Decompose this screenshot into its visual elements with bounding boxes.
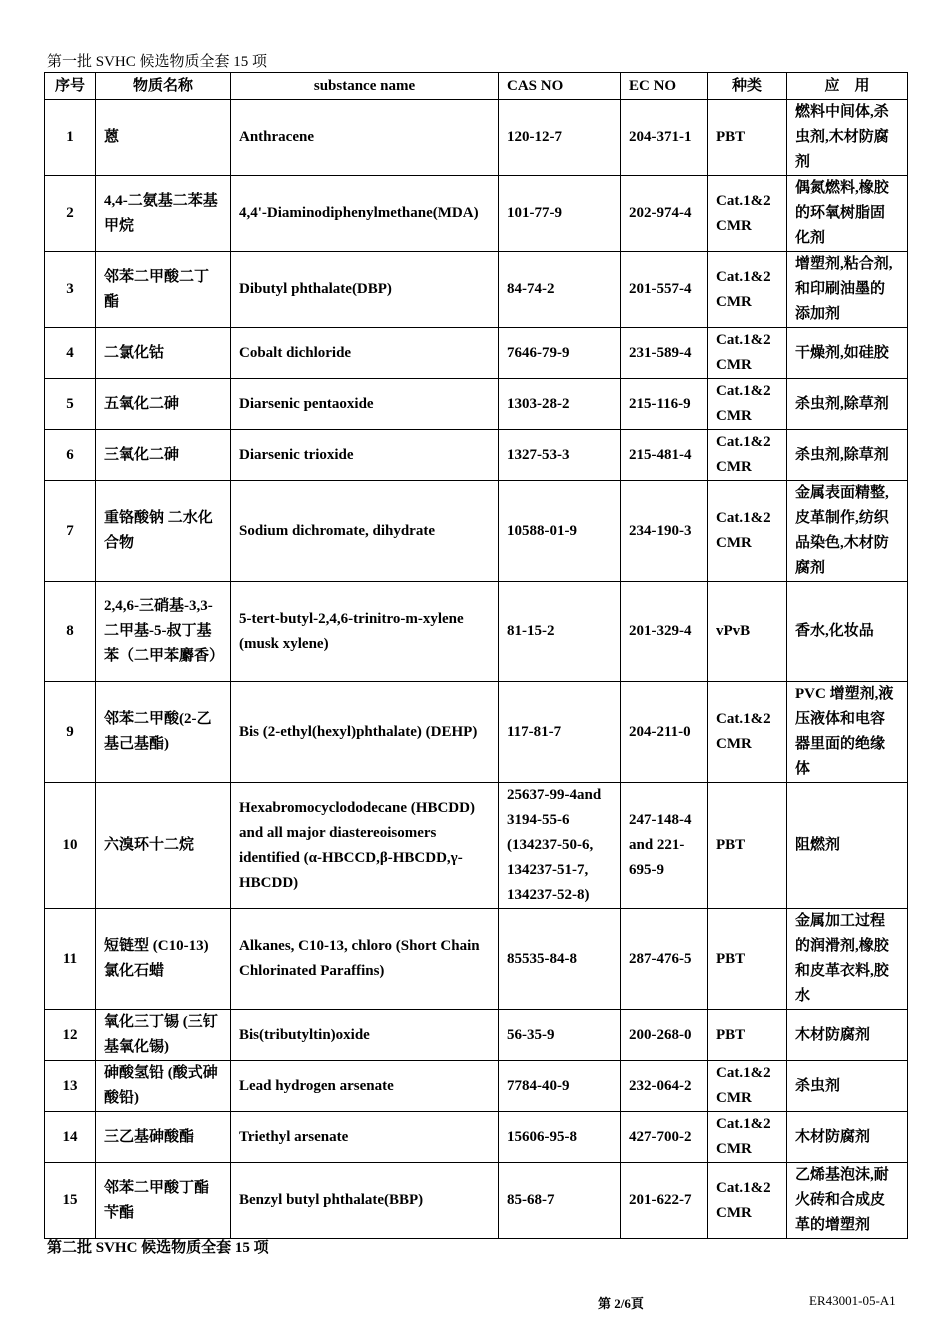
header-no: 序号 xyxy=(45,73,96,100)
table-header-row xyxy=(45,73,908,100)
cell-use: 香水,化妆品 xyxy=(787,582,908,682)
cell-use: 杀虫剂,除草剂 xyxy=(787,379,908,430)
cell-cn-name: 重铬酸钠 二水化合物 xyxy=(96,481,231,582)
batch2-title: 第二批 SVHC 候选物质全套 15 项 xyxy=(47,1240,269,1256)
cell-use: 增塑剂,粘合剂,和印刷油墨的添加剂 xyxy=(787,252,908,328)
cell-en-name: Sodium dichromate, dihydrate xyxy=(231,481,499,582)
cell-ec: 215-481-4 xyxy=(621,430,708,481)
cell-no: 9 xyxy=(45,682,96,783)
cell-cn-name: 短链型 (C10-13)氯化石蜡 xyxy=(96,909,231,1010)
cell-type: Cat.1&2 CMR xyxy=(708,176,787,252)
cell-type: PBT xyxy=(708,100,787,176)
cell-type: PBT xyxy=(708,783,787,909)
cell-cn-name: 邻苯二甲酸(2-乙基己基酯) xyxy=(96,682,231,783)
cell-use: 乙烯基泡沫,耐火砖和合成皮革的增塑剂 xyxy=(787,1163,908,1239)
cell-ec: 204-371-1 xyxy=(621,100,708,176)
cell-use: 杀虫剂 xyxy=(787,1061,908,1112)
header-ec: EC NO xyxy=(621,73,708,100)
cell-type: Cat.1&2 CMR xyxy=(708,430,787,481)
table-row xyxy=(45,909,908,1010)
table-row xyxy=(45,1010,908,1061)
cell-ec: 427-700-2 xyxy=(621,1112,708,1163)
cell-cn-name: 砷酸氢铅 (酸式砷酸铅) xyxy=(96,1061,231,1112)
cell-type: Cat.1&2 CMR xyxy=(708,328,787,379)
cell-cn-name: 五氧化二砷 xyxy=(96,379,231,430)
cell-cas: 81-15-2 xyxy=(499,582,621,682)
cell-use: 阻燃剂 xyxy=(787,783,908,909)
cell-no: 1 xyxy=(45,100,96,176)
cell-ec: 232-064-2 xyxy=(621,1061,708,1112)
cell-type: PBT xyxy=(708,909,787,1010)
cell-en-name: Benzyl butyl phthalate(BBP) xyxy=(231,1163,499,1239)
table-row xyxy=(45,783,908,909)
cell-no: 5 xyxy=(45,379,96,430)
cell-cas: 1303-28-2 xyxy=(499,379,621,430)
cell-use: 木材防腐剂 xyxy=(787,1112,908,1163)
cell-use: 干燥剂,如硅胶 xyxy=(787,328,908,379)
cell-cn-name: 4,4-二氨基二苯基甲烷 xyxy=(96,176,231,252)
cell-no: 14 xyxy=(45,1112,96,1163)
cell-cas: 7646-79-9 xyxy=(499,328,621,379)
cell-use: 偶氮燃料,橡胶的环氧树脂固化剂 xyxy=(787,176,908,252)
cell-cn-name: 二氯化钴 xyxy=(96,328,231,379)
table-row xyxy=(45,582,908,682)
cell-type: Cat.1&2 CMR xyxy=(708,1112,787,1163)
cell-type: Cat.1&2 CMR xyxy=(708,379,787,430)
cell-cas: 7784-40-9 xyxy=(499,1061,621,1112)
cell-ec: 201-622-7 xyxy=(621,1163,708,1239)
cell-cas: 56-35-9 xyxy=(499,1010,621,1061)
cell-ec: 231-589-4 xyxy=(621,328,708,379)
table-row xyxy=(45,100,908,176)
cell-cas: 101-77-9 xyxy=(499,176,621,252)
cell-use: 木材防腐剂 xyxy=(787,1010,908,1061)
cell-ec: 201-329-4 xyxy=(621,582,708,682)
cell-cas: 25637-99-4and 3194-55-6 (134237-50-6, 134237-51-7, 134237-52-8) xyxy=(499,783,621,909)
cell-en-name: 4,4'-Diaminodiphenylmethane(MDA) xyxy=(231,176,499,252)
cell-en-name: Diarsenic trioxide xyxy=(231,430,499,481)
table-row xyxy=(45,430,908,481)
cell-type: Cat.1&2 CMR xyxy=(708,682,787,783)
header-type: 种类 xyxy=(708,73,787,100)
cell-ec: 247-148-4 and 221-695-9 xyxy=(621,783,708,909)
cell-cas: 85535-84-8 xyxy=(499,909,621,1010)
cell-no: 13 xyxy=(45,1061,96,1112)
cell-ec: 200-268-0 xyxy=(621,1010,708,1061)
cell-cas: 10588-01-9 xyxy=(499,481,621,582)
cell-en-name: Bis(tributyltin)oxide xyxy=(231,1010,499,1061)
cell-no: 10 xyxy=(45,783,96,909)
cell-cas: 84-74-2 xyxy=(499,252,621,328)
cell-cn-name: 三氧化二砷 xyxy=(96,430,231,481)
cell-no: 11 xyxy=(45,909,96,1010)
cell-type: Cat.1&2 CMR xyxy=(708,481,787,582)
header-cn-name: 物质名称 xyxy=(96,73,231,100)
cell-use: 杀虫剂,除草剂 xyxy=(787,430,908,481)
cell-cas: 117-81-7 xyxy=(499,682,621,783)
cell-cn-name: 邻苯二甲酸二丁酯 xyxy=(96,252,231,328)
cell-type: Cat.1&2 CMR xyxy=(708,1061,787,1112)
cell-cn-name: 三乙基砷酸酯 xyxy=(96,1112,231,1163)
table-row xyxy=(45,481,908,582)
table-row xyxy=(45,379,908,430)
cell-no: 7 xyxy=(45,481,96,582)
page-number: 第 2/6頁 xyxy=(598,1296,644,1311)
cell-cn-name: 六溴环十二烷 xyxy=(96,783,231,909)
cell-use: 金属表面精整,皮革制作,纺织品染色,木材防腐剂 xyxy=(787,481,908,582)
cell-use: 燃料中间体,杀虫剂,木材防腐剂 xyxy=(787,100,908,176)
cell-type: Cat.1&2 CMR xyxy=(708,1163,787,1239)
cell-no: 12 xyxy=(45,1010,96,1061)
cell-en-name: Lead hydrogen arsenate xyxy=(231,1061,499,1112)
cell-en-name: Hexabromocyclododecane (HBCDD) and all major diastereoisomers identified (α-HBCCD,β-HBCDD,γ-HBCDD) xyxy=(231,783,499,909)
cell-en-name: Anthracene xyxy=(231,100,499,176)
cell-en-name: 5-tert-butyl-2,4,6-trinitro-m-xylene (musk xylene) xyxy=(231,582,499,682)
cell-ec: 215-116-9 xyxy=(621,379,708,430)
cell-en-name: Alkanes, C10-13, chloro (Short Chain Chlorinated Paraffins) xyxy=(231,909,499,1010)
header-en-name: substance name xyxy=(231,73,499,100)
cell-use: 金属加工过程的润滑剂,橡胶和皮革衣料,胶水 xyxy=(787,909,908,1010)
cell-no: 8 xyxy=(45,582,96,682)
header-cas: CAS NO xyxy=(499,73,621,100)
cell-en-name: Diarsenic pentaoxide xyxy=(231,379,499,430)
table-row xyxy=(45,1163,908,1239)
cell-en-name: Dibutyl phthalate(DBP) xyxy=(231,252,499,328)
table-row xyxy=(45,1061,908,1112)
cell-cn-name: 邻苯二甲酸丁酯苄酯 xyxy=(96,1163,231,1239)
cell-no: 15 xyxy=(45,1163,96,1239)
cell-cas: 1327-53-3 xyxy=(499,430,621,481)
cell-no: 2 xyxy=(45,176,96,252)
table-row xyxy=(45,328,908,379)
cell-cn-name: 2,4,6-三硝基-3,3-二甲基-5-叔丁基苯（二甲苯麝香） xyxy=(96,582,231,682)
cell-cas: 120-12-7 xyxy=(499,100,621,176)
cell-no: 3 xyxy=(45,252,96,328)
table-row xyxy=(45,252,908,328)
table-row xyxy=(45,1112,908,1163)
header-use: 应 用 xyxy=(787,73,908,100)
cell-type: Cat.1&2 CMR xyxy=(708,252,787,328)
cell-ec: 201-557-4 xyxy=(621,252,708,328)
cell-cas: 85-68-7 xyxy=(499,1163,621,1239)
cell-en-name: Triethyl arsenate xyxy=(231,1112,499,1163)
cell-ec: 287-476-5 xyxy=(621,909,708,1010)
cell-ec: 204-211-0 xyxy=(621,682,708,783)
cell-cas: 15606-95-8 xyxy=(499,1112,621,1163)
cell-ec: 234-190-3 xyxy=(621,481,708,582)
cell-cn-name: 蒽 xyxy=(96,100,231,176)
svhc-table xyxy=(44,72,908,1239)
cell-en-name: Bis (2-ethyl(hexyl)phthalate) (DEHP) xyxy=(231,682,499,783)
table-row xyxy=(45,176,908,252)
cell-use: PVC 增塑剂,液压液体和电容器里面的绝缘体 xyxy=(787,682,908,783)
cell-en-name: Cobalt dichloride xyxy=(231,328,499,379)
cell-type: vPvB xyxy=(708,582,787,682)
cell-no: 4 xyxy=(45,328,96,379)
cell-type: PBT xyxy=(708,1010,787,1061)
cell-no: 6 xyxy=(45,430,96,481)
table-row xyxy=(45,682,908,783)
batch1-title: 第一批 SVHC 候选物质全套 15 项 xyxy=(47,54,268,70)
cell-cn-name: 氧化三丁锡 (三钉基氧化锡) xyxy=(96,1010,231,1061)
cell-ec: 202-974-4 xyxy=(621,176,708,252)
document-code: ER43001-05-A1 xyxy=(809,1293,896,1308)
